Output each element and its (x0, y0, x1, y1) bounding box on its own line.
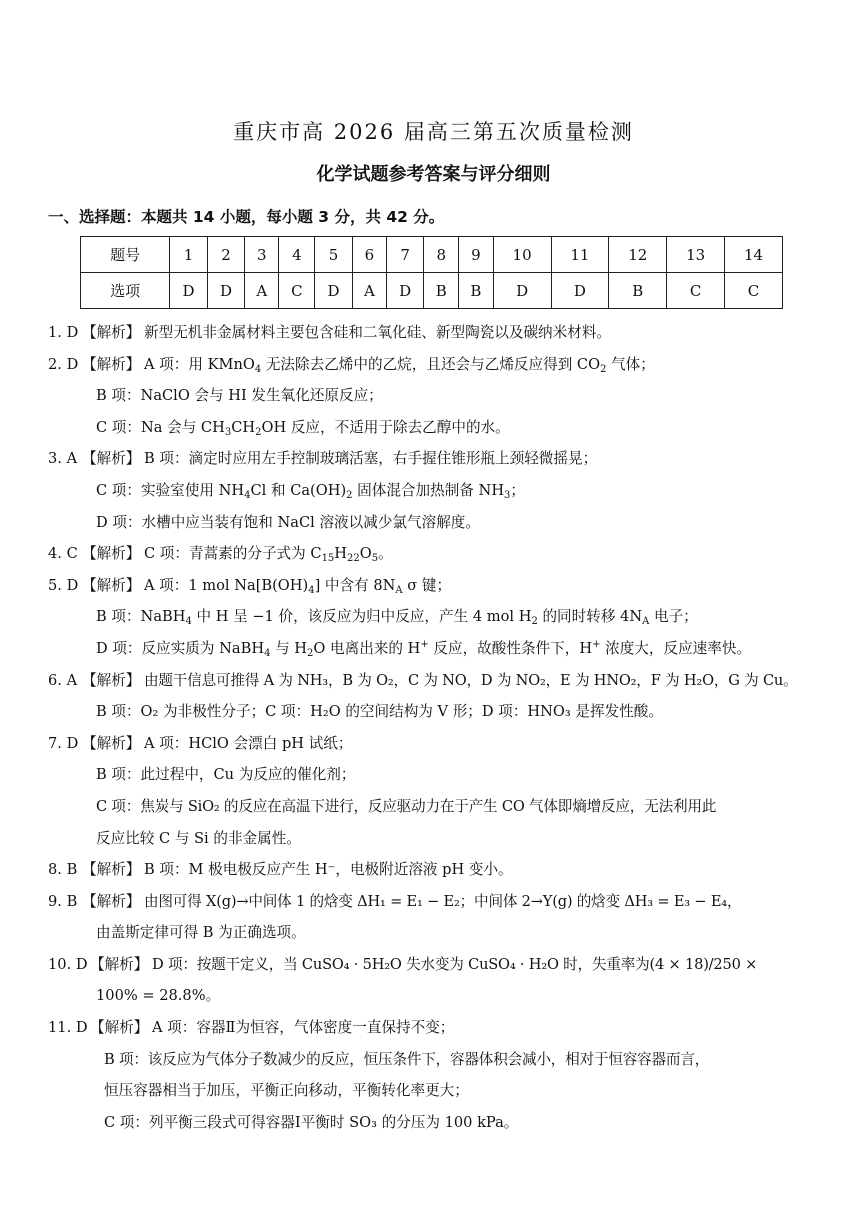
question-number-cell: 8 (424, 237, 459, 273)
text-segment: 中 H 呈 −1 价，该反应为归中反应，产生 4 mol H (191, 608, 532, 626)
text-segment: D 项：反应实质为 NaBH (96, 639, 265, 657)
table-header-cell: 题号 (81, 237, 170, 273)
text-segment: 固体混合加热制备 NH (352, 481, 505, 499)
question-number: 11. D (48, 1019, 88, 1037)
answer-cell: C (279, 273, 315, 309)
explanation-q7-line (48, 791, 823, 823)
explanation-q5 (48, 570, 823, 602)
question-number: 8. B (48, 861, 78, 879)
explanation-q6-line (48, 696, 823, 728)
document-subtitle: 化学试题参考答案与评分细则 (316, 164, 551, 185)
answer-cell: B (424, 273, 459, 309)
explanation-text: B 项：滴定时应用左手控制玻璃活塞，右手握住锥形瓶上颈轻微摇晃； (144, 450, 598, 468)
explanation-q7-line (48, 759, 823, 791)
question-number-cell: 14 (725, 237, 783, 273)
explanation-q5-line (48, 601, 823, 633)
analysis-tag: 【解析】 (82, 355, 141, 373)
text-segment: A 项：1 mol Na[B(OH) (144, 576, 309, 594)
explanation-q10-line (48, 980, 823, 1012)
answer-table-option-row (81, 273, 783, 309)
explanation-q11-line (48, 1075, 823, 1107)
question-number-cell: 3 (245, 237, 279, 273)
explanation-text: 恒压容器相当于加压，平衡正向移动，平衡转化率更大； (104, 1082, 469, 1100)
explanation-q7-line (48, 823, 823, 855)
text-segment: 气体； (606, 355, 655, 373)
explanation-text: B 项：O₂ 为非极性分子；C 项：H₂O 的空间结构为 V 形；D 项：HNO₃ 是挥发性酸。 (96, 703, 663, 721)
explanation-q3-line (48, 475, 823, 507)
answer-cell: D (207, 273, 245, 309)
explanation-text: C 项：焦炭与 SiO₂ 的反应在高温下进行，反应驱动力在于产生 CO 气体即熵增反应，无法利用此 (96, 797, 717, 815)
explanation-text: D 项：水槽中应当装有饱和 NaCl 溶液以减少氯气溶解度。 (96, 513, 480, 531)
question-number-cell: 13 (667, 237, 725, 273)
text-segment: CH (231, 418, 256, 436)
explanation-text: C 项：实验室使用 $NH_4Cl$ 和 $Ca(OH)_2$ 固体混合加热制备 $NH_3$； (96, 481, 526, 501)
explanation-text: A 项：1 mol $Na[B(OH)_4]$ 中含有 $8N_A$ σ 键； (144, 576, 452, 596)
explanation-text: B 项：NaBH$_4$ 中 H 呈 −1 价，该反应为归中反应，产生 4 mol $H_2$ 的同时转移 $4N_A$ 电子； (96, 608, 698, 628)
question-number: 9. B (48, 892, 78, 910)
analysis-tag: 【解析】 (82, 671, 141, 689)
question-number: 3. A (48, 450, 78, 468)
explanation-text: C 项：列平衡三段式可得容器Ⅰ平衡时 SO₃ 的分压为 100 kPa。 (104, 1113, 519, 1131)
explanation-q10 (48, 949, 823, 981)
explanation-text: D 项：按题干定义，当 CuSO₄ · 5H₂O 失水变为 CuSO₄ · H₂O 时，失重率为(4 × 18)/250 × (152, 955, 758, 973)
explanation-text: B 项：该反应为气体分子数减少的反应，恒压条件下，容器体积会减小，相对于恒容容器而言， (104, 1050, 710, 1068)
explanation-q8 (48, 854, 823, 886)
question-number-cell: 4 (279, 237, 315, 273)
text-segment: O 电离出来的 H (313, 639, 421, 657)
analysis-tag: 【解析】 (90, 955, 149, 973)
answer-cell: B (609, 273, 667, 309)
explanation-q5-line (48, 633, 823, 665)
analysis-tag: 【解析】 (82, 545, 141, 563)
answer-cell: D (170, 273, 208, 309)
text-segment: C 项：青蒿素的分子式为 C (144, 545, 322, 563)
analysis-tag: 【解析】 (82, 450, 141, 468)
text-segment: 与 H (270, 639, 308, 657)
explanation-q3-line (48, 507, 823, 539)
table-header-cell: 选项 (81, 273, 170, 309)
explanation-text: A 项：用 KMnO$_4$ 无法除去乙烯中的乙烷，且还会与乙烯反应得到 $CO_2$ 气体； (144, 355, 655, 375)
section-heading: 一、选择题：本题共 14 小题，每小题 3 分，共 42 分。 (48, 208, 445, 226)
explanation-text: 由盖斯定律可得 B 为正确选项。 (96, 924, 306, 942)
explanation-q9 (48, 886, 823, 918)
explanation-text: B 项：此过程中，Cu 为反应的催化剂； (96, 766, 356, 784)
analysis-tag: 【解析】 (90, 1019, 149, 1037)
text-segment: 电子； (649, 608, 698, 626)
text-segment: ； (510, 481, 526, 499)
explanation-q2 (48, 349, 823, 381)
question-number-cell: 9 (459, 237, 494, 273)
text-segment: A 项：用 KMnO (144, 355, 255, 373)
text-segment: Cl 和 Ca(OH) (250, 481, 347, 499)
text-segment: σ 键； (402, 576, 452, 594)
text-segment: O (359, 545, 372, 563)
explanation-q11-line (48, 1107, 823, 1139)
explanation-q3 (48, 443, 823, 475)
text-segment: 浓度大，反应速率快。 (600, 639, 752, 657)
text-segment: OH 反应，不适用于除去乙醇中的水。 (261, 418, 510, 436)
explanation-q4 (48, 538, 823, 570)
explanation-text: C 项：Na 会与 $CH_3CH_2OH$ 反应，不适用于除去乙醇中的水。 (96, 418, 510, 438)
explanation-text: 100% = 28.8%。 (96, 987, 221, 1005)
answer-cell: C (725, 273, 783, 309)
question-number: 4. C (48, 545, 78, 563)
answer-cell: D (315, 273, 353, 309)
document-title: 重庆市高 2026 届高三第五次质量检测 (233, 120, 634, 144)
analysis-tag: 【解析】 (82, 576, 141, 594)
explanation-text: 由题干信息可推得 A 为 NH₃，B 为 O₂，C 为 NO，D 为 NO₂，E 为 HNO₂，F 为 H₂O，G 为 Cu。 (144, 671, 798, 689)
text-segment: C 项：Na 会与 CH (96, 418, 225, 436)
question-number-cell: 6 (352, 237, 386, 273)
question-number: 6. A (48, 671, 78, 689)
analysis-tag: 【解析】 (82, 324, 141, 341)
question-number: 10. D (48, 955, 88, 973)
text-segment: 无法除去乙烯中的乙烷，且还会与乙烯反应得到 CO (261, 355, 601, 373)
explanation-q1 (48, 317, 823, 349)
question-number: 5. D (48, 576, 79, 594)
explanation-q7 (48, 728, 823, 760)
explanations-list (48, 317, 823, 1138)
question-number-cell: 12 (609, 237, 667, 273)
answer-cell: D (551, 273, 609, 309)
question-number: 2. D (48, 355, 79, 373)
answer-cell: B (459, 273, 494, 309)
explanation-text: 由图可得 X(g)→中间体 1 的焓变 ΔH₁ = E₁ − E₂；中间体 2→Y(g) 的焓变 ΔH₃ = E₃ − E₄， (144, 892, 742, 910)
answer-cell: A (352, 273, 386, 309)
answer-table (80, 236, 783, 309)
explanation-q11-line (48, 1044, 823, 1076)
text-segment: H (334, 545, 348, 563)
answer-table-number-row (81, 237, 783, 273)
explanation-text: C 项：青蒿素的分子式为 $C_{15}H_{22}O_5$。 (144, 545, 393, 565)
analysis-tag: 【解析】 (82, 861, 141, 879)
text-segment: 的同时转移 4N (537, 608, 643, 626)
question-number-cell: 5 (315, 237, 353, 273)
question-number-cell: 11 (551, 237, 609, 273)
explanation-text: 新型无机非金属材料主要包含硅和二氧化硅、新型陶瓷以及碳纳米材料。 (144, 324, 612, 341)
explanation-text: D 项：反应实质为 NaBH$_4$ 与 $H_2O$ 电离出来的 H+ 反应，故酸性条件下，H+ 浓度大，反应速率快。 (96, 638, 752, 659)
text-segment: C 项：实验室使用 NH (96, 481, 245, 499)
explanation-text: 反应比较 C 与 Si 的非金属性。 (96, 829, 301, 847)
answer-cell: A (245, 273, 279, 309)
explanation-text: B 项：NaClO 会与 HI 发生氧化还原反应； (96, 387, 383, 405)
question-number: 1. D (48, 324, 79, 341)
text-segment: ] 中含有 8N (314, 576, 396, 594)
explanation-text: A 项：容器Ⅱ为恒容，气体密度一直保持不变； (152, 1019, 455, 1037)
explanation-q9-line (48, 917, 823, 949)
explanation-q6 (48, 665, 823, 697)
analysis-tag: 【解析】 (82, 734, 141, 752)
text-segment: 。 (378, 545, 393, 563)
text-segment: 反应，故酸性条件下，H (428, 639, 593, 657)
question-number-cell: 1 (170, 237, 208, 273)
answer-cell: D (493, 273, 551, 309)
text-segment: B 项：NaBH (96, 608, 186, 626)
explanation-text: A 项：HClO 会漂白 pH 试纸； (144, 734, 353, 752)
answer-cell: D (386, 273, 424, 309)
answer-cell: C (667, 273, 725, 309)
explanation-text: B 项：M 极电极反应产生 H⁻，电极附近溶液 pH 变小。 (144, 861, 513, 879)
analysis-tag: 【解析】 (82, 892, 141, 910)
question-number: 7. D (48, 734, 79, 752)
question-number-cell: 2 (207, 237, 245, 273)
explanation-q11 (48, 1012, 823, 1044)
question-number-cell: 10 (493, 237, 551, 273)
question-number-cell: 7 (386, 237, 424, 273)
explanation-q2-line (48, 412, 823, 444)
explanation-q2-line (48, 380, 823, 412)
